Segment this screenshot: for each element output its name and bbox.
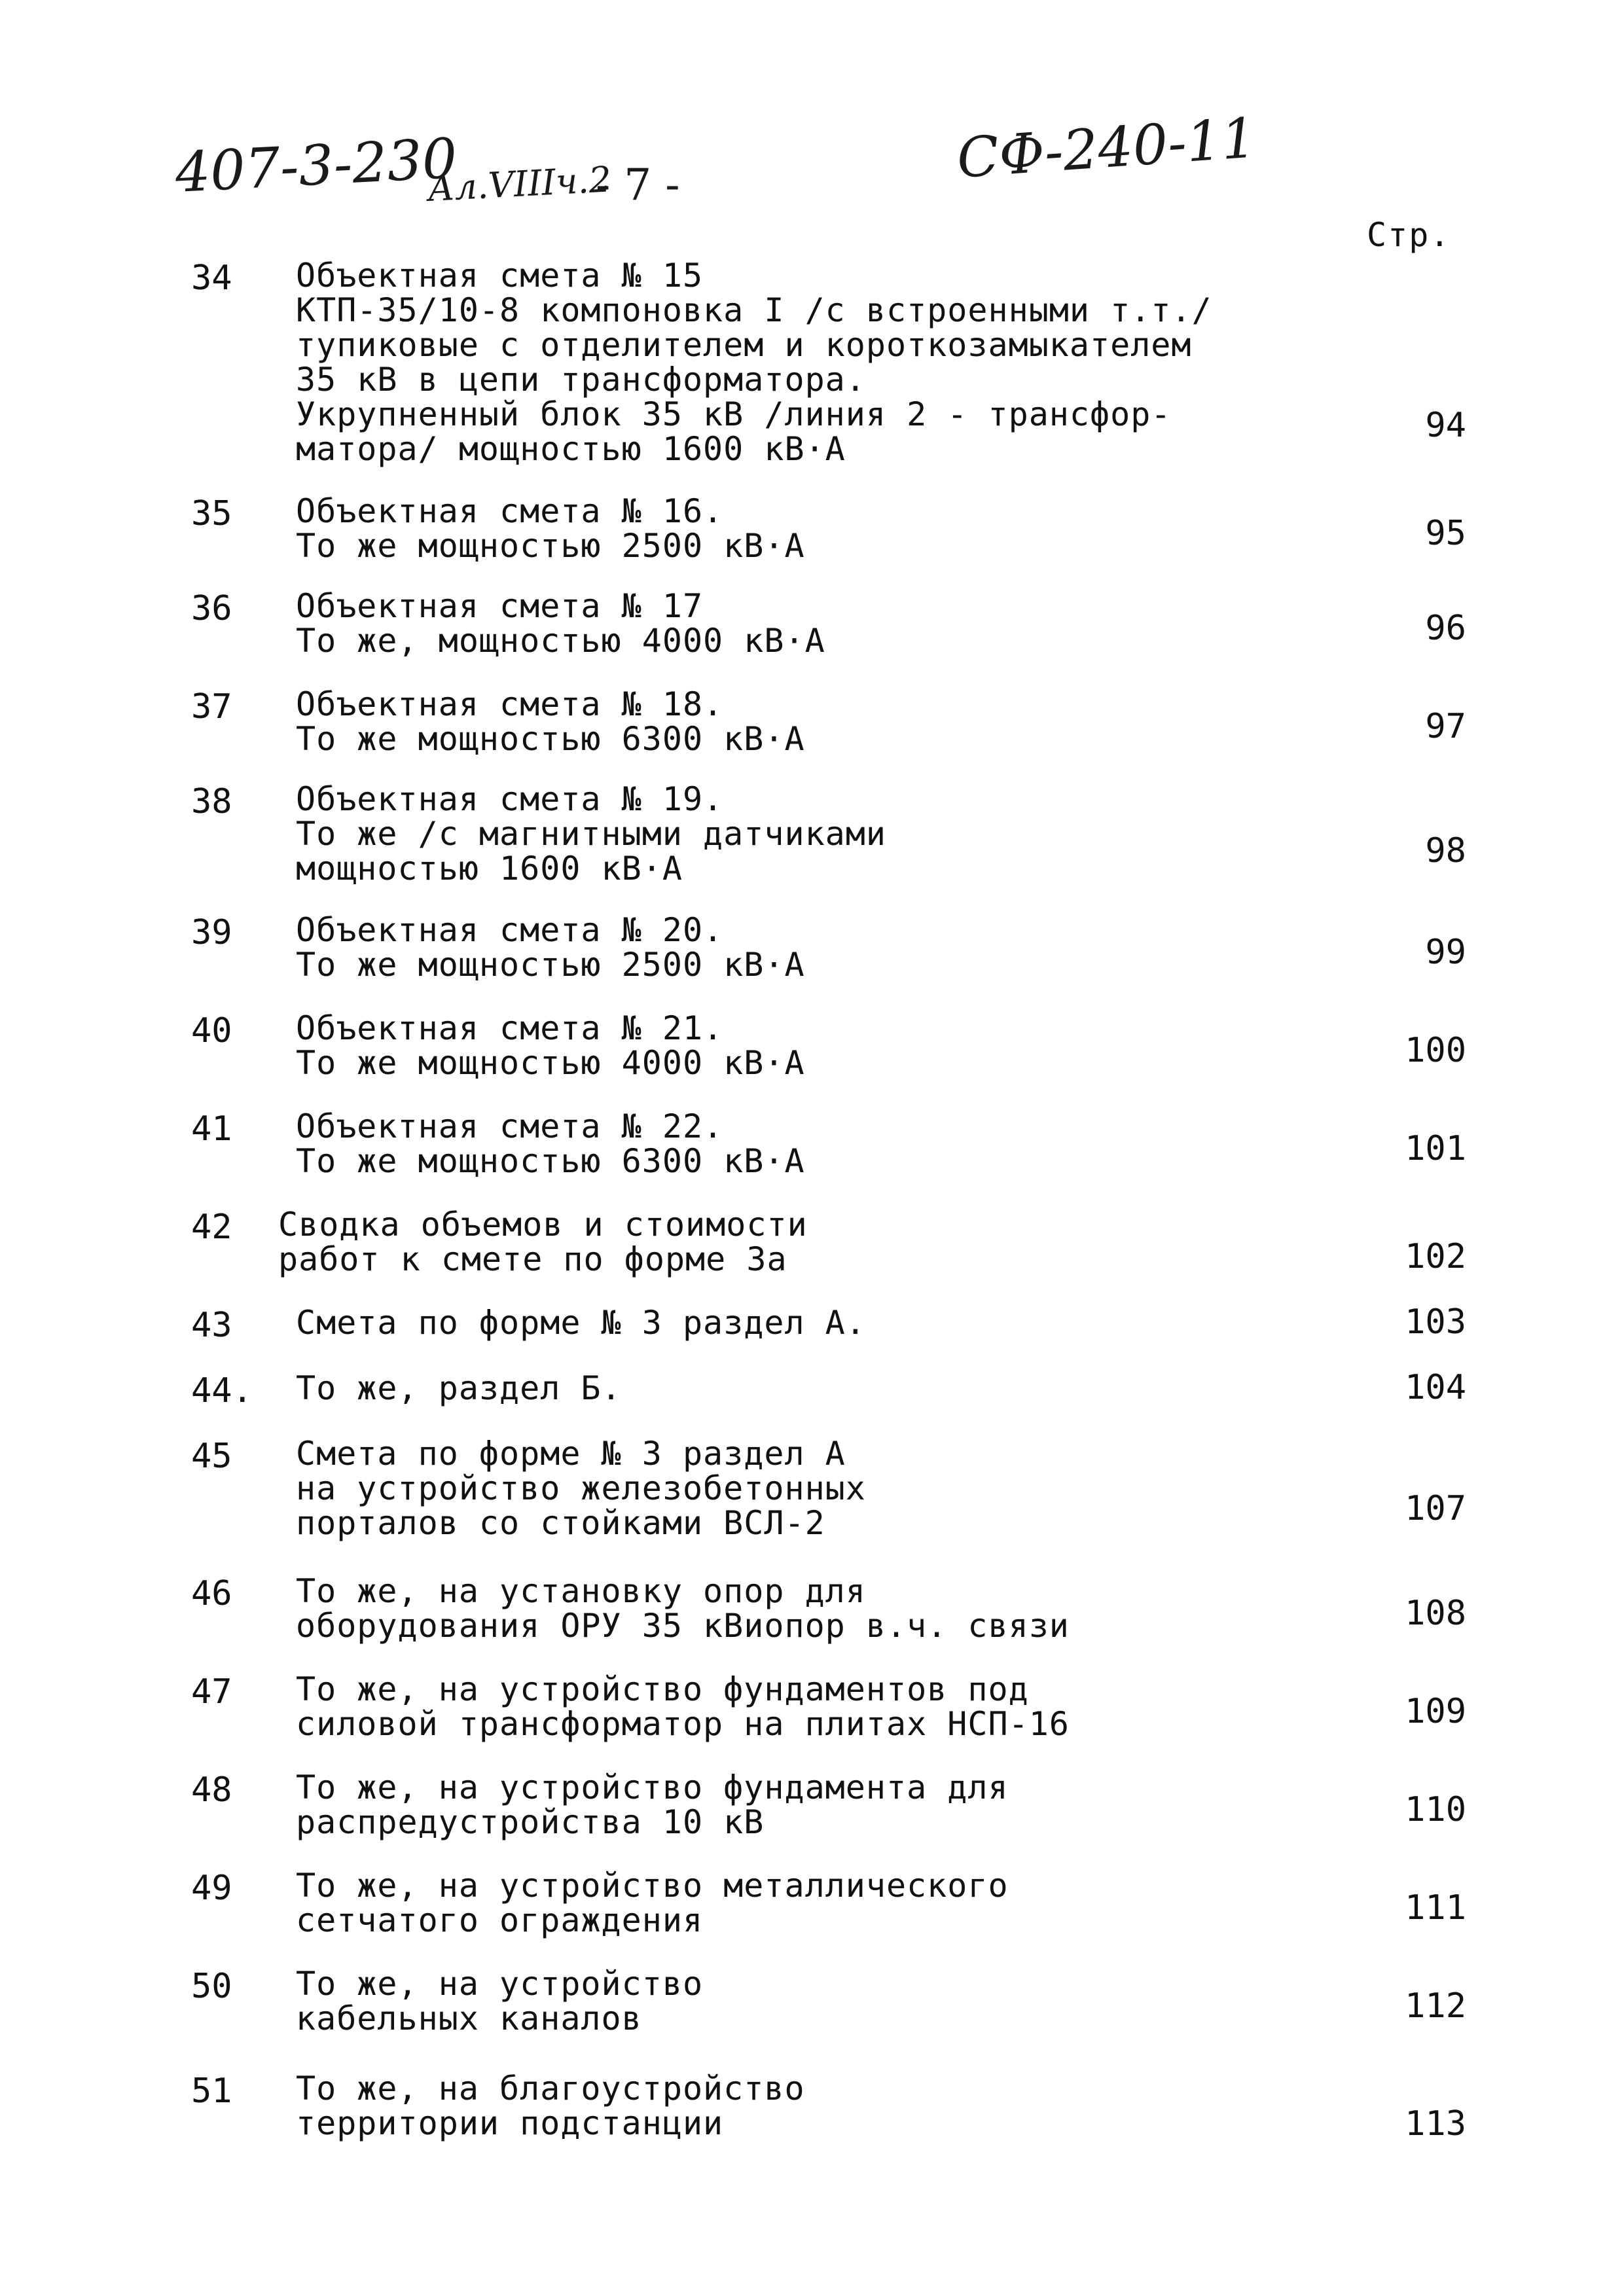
entry-line: То же мощностью 4000 кВ·А	[296, 1044, 805, 1082]
entry-description	[296, 1109, 805, 1179]
entry-page-number: 97	[1425, 707, 1466, 746]
entry-description	[296, 1967, 703, 2036]
entry-number: 35	[191, 494, 232, 533]
entry-line: сетчатого ограждения	[296, 1901, 704, 1939]
entry-line: Объектная смета № 22.	[296, 1107, 724, 1145]
entry-page-number: 101	[1405, 1129, 1466, 1168]
entry-page-number: 111	[1405, 1888, 1466, 1928]
entry-page-number: 102	[1405, 1237, 1466, 1276]
entry-description	[296, 1371, 622, 1406]
entry-number: 43	[191, 1306, 232, 1345]
entry-number: 38	[191, 782, 232, 821]
entry-number: 44.	[191, 1371, 253, 1410]
entry-page-number: 95	[1425, 514, 1466, 553]
entry-number: 46	[191, 1574, 232, 1613]
entry-page-number: 108	[1405, 1594, 1466, 1633]
entry-line: То же, мощностью 4000 кВ·А	[296, 622, 825, 660]
handwritten-code: СФ-240-11	[954, 105, 1259, 190]
entry-line: на устройство железобетонных	[296, 1469, 866, 1507]
page-marker: - 7 -	[596, 160, 680, 210]
entry-line: территории подстанции	[296, 2104, 724, 2142]
entry-line: распредустройства 10 кВ	[296, 1803, 765, 1841]
entry-number: 36	[191, 589, 232, 628]
entry-line: То же, на благоустройство	[296, 2070, 805, 2108]
entry-page-number: 103	[1405, 1302, 1466, 1342]
entry-description	[296, 1770, 1009, 1840]
entry-page-number: 110	[1405, 1790, 1466, 1829]
entry-page-number: 94	[1425, 406, 1466, 445]
entry-number: 45	[191, 1437, 232, 1476]
entry-line: порталов со стойками ВСЛ-2	[296, 1504, 825, 1542]
entry-description	[296, 1574, 1070, 1643]
entry-line: тупиковые с отделителем и короткозамыкателем	[296, 326, 1192, 364]
entry-line: То же, на устройство фундамента для	[296, 1768, 1009, 1806]
entry-line: То же, на устройство фундаментов под	[296, 1670, 1029, 1708]
entry-description	[296, 259, 1212, 467]
entry-number: 47	[191, 1672, 232, 1712]
entry-description	[296, 1437, 866, 1541]
entry-number: 51	[191, 2072, 232, 2111]
entry-number: 41	[191, 1109, 232, 1149]
entry-page-number: 113	[1405, 2104, 1466, 2144]
entry-description	[296, 589, 825, 658]
entry-line: матора/ мощностью 1600 кВ·А	[296, 430, 846, 468]
entry-description	[296, 1306, 866, 1340]
entry-line: силовой трансформатор на плитах НСП-16	[296, 1705, 1070, 1743]
entry-line: работ к смете по форме 3а	[278, 1240, 787, 1278]
entry-line: То же, на установку опор для	[296, 1572, 866, 1610]
entry-number: 39	[191, 913, 232, 952]
entry-description	[296, 782, 886, 886]
entry-line: Сводка объемов и стоимости	[278, 1206, 808, 1244]
entry-page-number: 96	[1425, 609, 1466, 648]
entry-line: То же, на устройство металлического	[296, 1867, 1009, 1905]
entry-page-number: 98	[1425, 831, 1466, 870]
entry-number: 40	[191, 1011, 232, 1050]
entry-line: Смета по форме № 3 раздел А.	[296, 1304, 866, 1342]
entry-line: Объектная смета № 16.	[296, 492, 724, 530]
entry-number: 42	[191, 1208, 232, 1247]
entry-line: То же, на устройство	[296, 1965, 704, 2003]
entry-line: 35 кВ в цепи трансформатора.	[296, 361, 866, 399]
entry-description	[296, 1869, 1009, 1938]
entry-page-number: 107	[1405, 1489, 1466, 1528]
entry-line: Объектная смета № 19.	[296, 780, 724, 818]
entry-description	[296, 1011, 805, 1081]
entry-number: 37	[191, 687, 232, 726]
entry-line: Объектная смета № 20.	[296, 911, 724, 949]
entry-line: Объектная смета № 17	[296, 587, 704, 625]
entry-number: 50	[191, 1967, 232, 2006]
entry-line: То же мощностью 2500 кВ·А	[296, 527, 805, 565]
entry-number: 34	[191, 259, 232, 298]
entry-page-number: 109	[1405, 1692, 1466, 1731]
entry-page-number: 104	[1405, 1368, 1466, 1407]
page-column-header: Стр.	[1367, 216, 1451, 254]
entry-line: То же, раздел Б.	[296, 1369, 622, 1407]
entry-line: оборудования ОРУ 35 кВиопор в.ч. связи	[296, 1607, 1070, 1645]
entry-number: 49	[191, 1869, 232, 1908]
entry-description	[296, 494, 805, 564]
entry-page-number: 100	[1405, 1031, 1466, 1070]
entry-description	[296, 1672, 1070, 1742]
entry-line: Объектная смета № 18.	[296, 685, 724, 723]
entry-line: То же мощностью 6300 кВ·А	[296, 720, 805, 758]
handwritten-album-part: Ал.VIIIч.2	[426, 158, 613, 209]
entry-line: мощностью 1600 кВ·А	[296, 850, 683, 888]
entry-description	[278, 1208, 808, 1277]
entry-line: КТП-35/10-8 компоновка I /с встроенными т.т./	[296, 291, 1212, 329]
entry-page-number: 99	[1425, 933, 1466, 972]
entry-line: кабельных каналов	[296, 2000, 642, 2037]
entry-line: Смета по форме № 3 раздел А	[296, 1435, 846, 1473]
entry-page-number: 112	[1405, 1986, 1466, 2026]
handwritten-document-number: 407-3-230	[173, 126, 459, 205]
entry-description	[296, 687, 805, 757]
entry-description	[296, 913, 805, 982]
entry-line: Объектная смета № 15	[296, 257, 704, 295]
entry-line: Объектная смета № 21.	[296, 1009, 724, 1047]
entry-line: То же мощностью 2500 кВ·А	[296, 946, 805, 984]
entry-line: То же мощностью 6300 кВ·А	[296, 1142, 805, 1180]
entry-description	[296, 2072, 805, 2141]
entry-line: Укрупненный блок 35 кВ /линия 2 - трансфор-	[296, 395, 1172, 433]
entry-number: 48	[191, 1770, 232, 1810]
entry-line: То же /с магнитными датчиками	[296, 815, 886, 853]
